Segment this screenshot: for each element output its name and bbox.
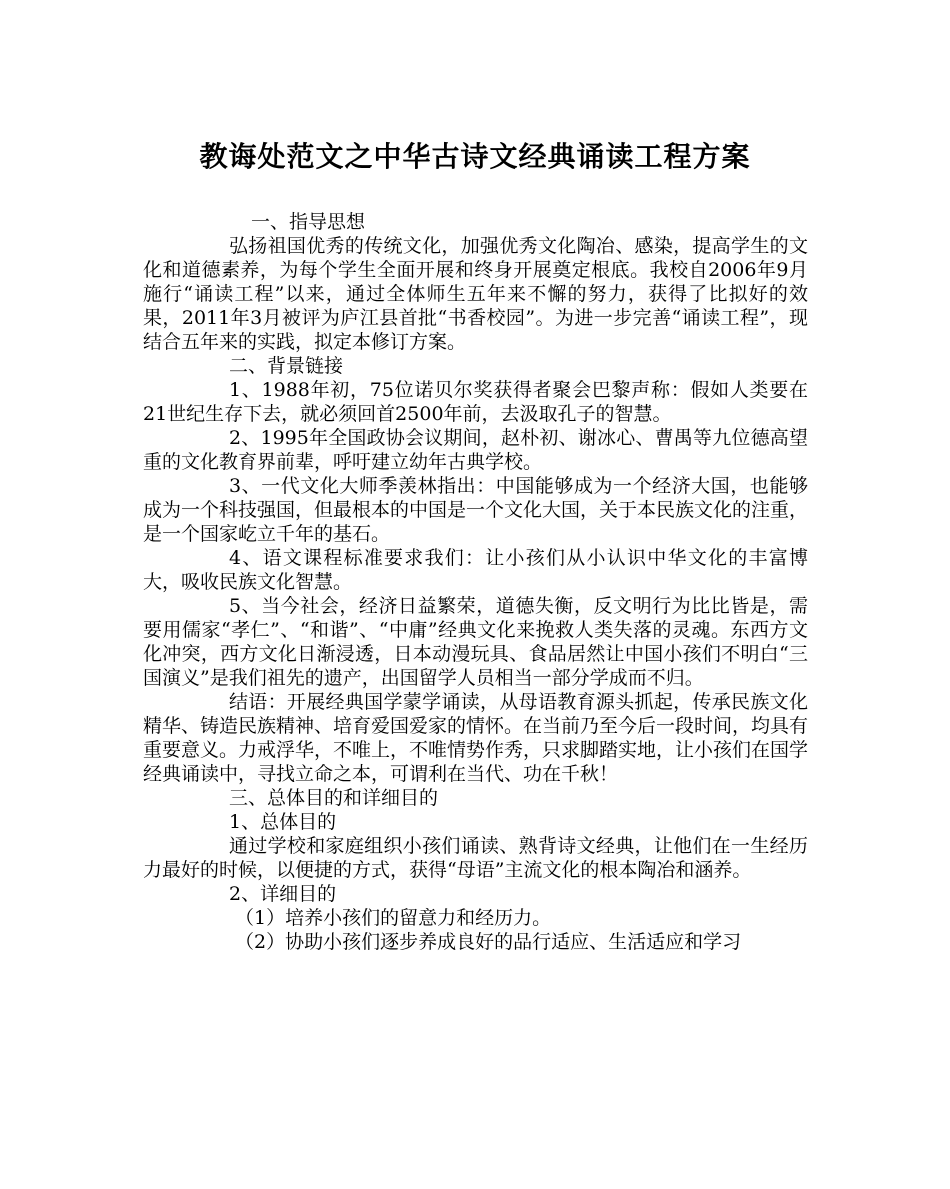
section-heading: 三、总体目的和详细目的	[229, 787, 439, 809]
paragraph: 结语：开展经典国学蒙学诵读，从母语教育源头抓起，传承民族文化精华、铸造民族精神、培育爱国爱家的情怀。在当前乃至今后一段时间，均具有重要意义。力戒浮华，不唯上，不唯情势作秀，只求脚踏实地，让小孩们在国学经典诵读中，寻找立命之本，可谓利在当代、功在千秋！	[143, 691, 809, 785]
subsection-heading: 2、详细目的	[229, 883, 337, 905]
paragraph: 1、1988年初，75位诺贝尔奖获得者聚会巴黎声称：假如人类要在21世纪生存下去，就必须回首2500年前，去汲取孔子的智慧。	[143, 379, 808, 425]
paragraph: 2、1995年全国政协会议期间，赵朴初、谢冰心、曹禺等九位德高望重的文化教育界前辈，呼吁建立幼年古典学校。	[143, 427, 808, 473]
list-item: （1）培养小孩们的留意力和经历力。	[235, 907, 552, 929]
paragraph: 4、语文课程标准要求我们：让小孩们从小认识中华文化的丰富博大，吸收民族文化智慧。	[143, 547, 808, 593]
document-title: 教诲处范文之中华古诗文经典诵读工程方案	[199, 140, 751, 173]
list-item: （2）协助小孩们逐步养成良好的品行适应、生活适应和学习	[235, 931, 742, 953]
paragraph: 通过学校和家庭组织小孩们诵读、熟背诗文经典，让他们在一生经历力最好的时候，以便捷的方式，获得“母语”主流文化的根本陶冶和涵养。	[143, 835, 808, 881]
section-heading: 一、指导思想	[251, 211, 366, 233]
paragraph: 3、一代文化大师季羡林指出：中国能够成为一个经济大国，也能够成为一个科技强国，但最根本的中国是一个文化大国，关于本民族文化的注重，是一个国家屹立千年的基石。	[143, 475, 809, 545]
paragraph: 5、当今社会，经济日益繁荣，道德失衡，反文明行为比比皆是，需要用儒家“孝仁”、“和谐”、“中庸”经典文化来挽救人类失落的灵魂。东西方文化冲突，西方文化日渐浸透，日本动漫玩具、食品居然让中国小孩们不明白“三国演义”是我们祖先的遗产，出国留学人员相当一部分学成而不归。	[143, 595, 808, 689]
section-heading: 二、背景链接	[229, 355, 344, 377]
subsection-heading: 1、总体目的	[229, 811, 337, 833]
paragraph: 弘扬祖国优秀的传统文化，加强优秀文化陶冶、感染，提高学生的文化和道德素养，为每个学生全面开展和终身开展奠定根底。我校自2006年9月施行“诵读工程”以来，通过全体师生五年来不懈的努力，获得了比拟好的效果，2011年3月被评为庐江县首批“书香校园”。为进一步完善“诵读工程”，现结合五年来的实践，拟定本修订方案。	[143, 235, 808, 353]
document-body	[143, 210, 808, 954]
